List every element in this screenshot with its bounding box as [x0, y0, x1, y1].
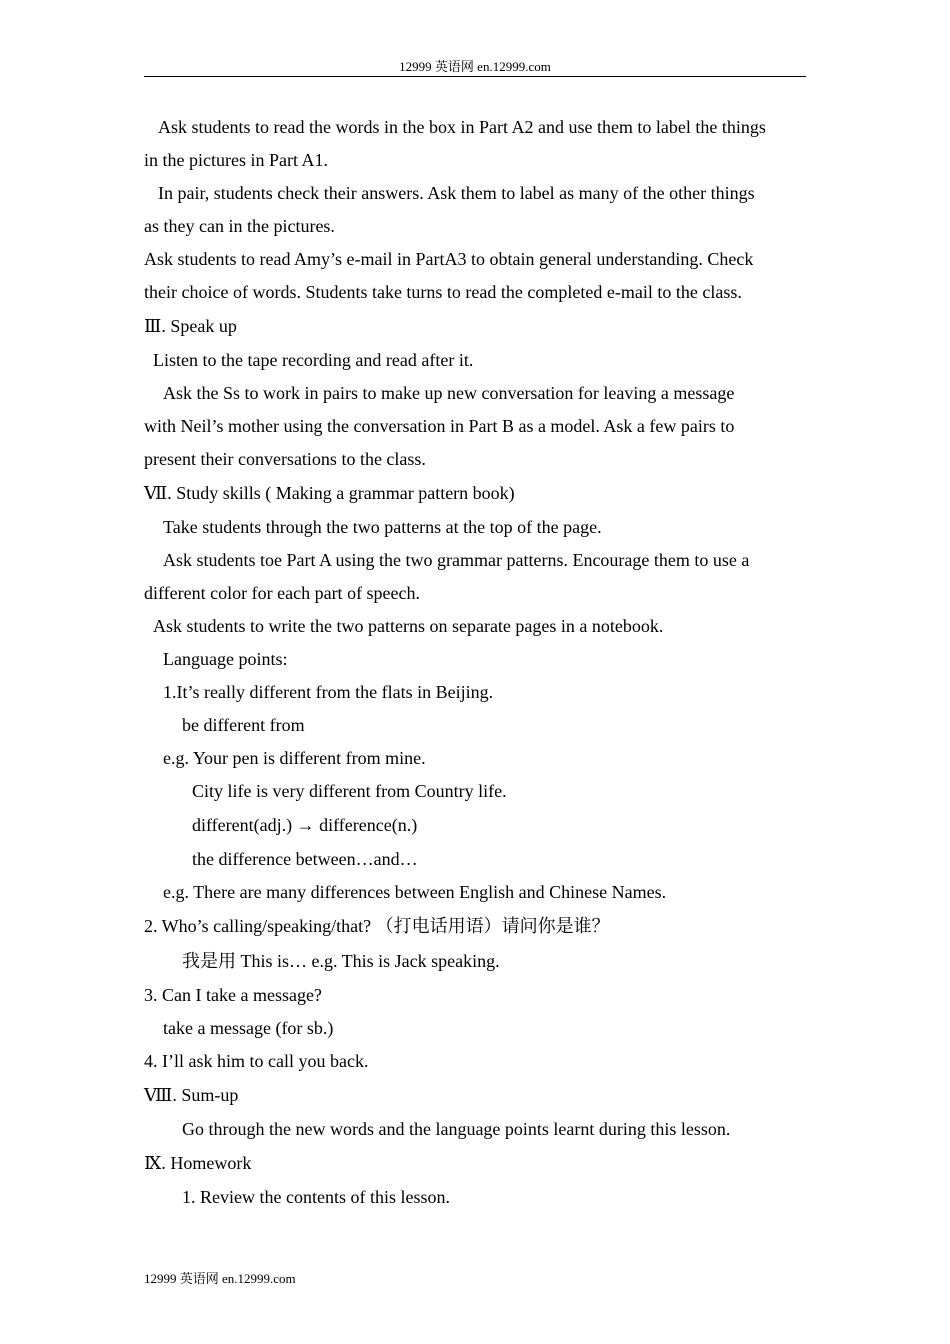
paragraph-line: as they can in the pictures. [144, 216, 335, 236]
paragraph-line: Ask students to read the words in the box in Part A2 and use them to label the things [158, 117, 766, 137]
paragraph-line: present their conversations to the class. [144, 449, 426, 469]
paragraph-line: Take students through the two patterns at the top of the page. [163, 517, 602, 537]
list-item: 4. I’ll ask him to call you back. [144, 1051, 369, 1071]
paragraph-line: 我是用 This is… e.g. This is Jack speaking. [182, 951, 500, 971]
paragraph-line: different(adj.) → difference(n.) [192, 815, 418, 835]
paragraph-line: different color for each part of speech. [144, 583, 421, 603]
paragraph-line: Ask students to write the two patterns on separate pages in a notebook. [153, 616, 664, 636]
footer-text: 12999 英语网 en.12999.com [144, 1271, 296, 1286]
paragraph-line: with Neil’s mother using the conversation in Part B as a model. Ask a few pairs to [144, 416, 735, 436]
example-line: e.g. There are many differences between English and Chinese Names. [163, 882, 667, 902]
example-line: e.g. Your pen is different from mine. [163, 748, 426, 768]
paragraph-line: the difference between…and… [192, 849, 418, 869]
header-text: 12999 英语网 en.12999.com [399, 59, 551, 74]
paragraph-line: Language points: [163, 649, 288, 669]
paragraph-line: Ask the Ss to work in pairs to make up new conversation for leaving a message [163, 383, 735, 403]
paragraph-line: Ask students toe Part A using the two grammar patterns. Encourage them to use a [163, 550, 750, 570]
list-item: 2. Who’s calling/speaking/that? （打电话用语）请问你是谁？ [144, 916, 610, 936]
section-heading: Ⅷ. Sum-up [144, 1085, 239, 1105]
paragraph-line: Go through the new words and the language points learnt during this lesson. [182, 1119, 731, 1139]
section-heading: Ⅶ. Study skills ( Making a grammar pattern book) [144, 483, 515, 503]
example-line: City life is very different from Country life. [192, 781, 507, 801]
paragraph-line: their choice of words. Students take turns to read the completed e-mail to the class. [144, 282, 742, 302]
section-heading: Ⅸ. Homework [144, 1153, 252, 1173]
paragraph-line: in the pictures in Part A1. [144, 150, 328, 170]
paragraph-line: Listen to the tape recording and read after it. [153, 350, 474, 370]
paragraph-line: be different from [182, 715, 305, 735]
page-header [144, 57, 806, 77]
section-heading: Ⅲ. Speak up [144, 316, 237, 336]
page-footer [144, 1269, 296, 1288]
paragraph-line: Ask students to read Amy’s e-mail in PartA3 to obtain general understanding. Check [144, 249, 754, 269]
list-item: 3. Can I take a message? [144, 985, 322, 1005]
paragraph-line: take a message (for sb.) [163, 1018, 334, 1038]
list-item: 1.It’s really different from the flats in Beijing. [163, 682, 494, 702]
list-item: 1. Review the contents of this lesson. [182, 1187, 450, 1207]
paragraph-line: In pair, students check their answers. Ask them to label as many of the other things [158, 183, 755, 203]
